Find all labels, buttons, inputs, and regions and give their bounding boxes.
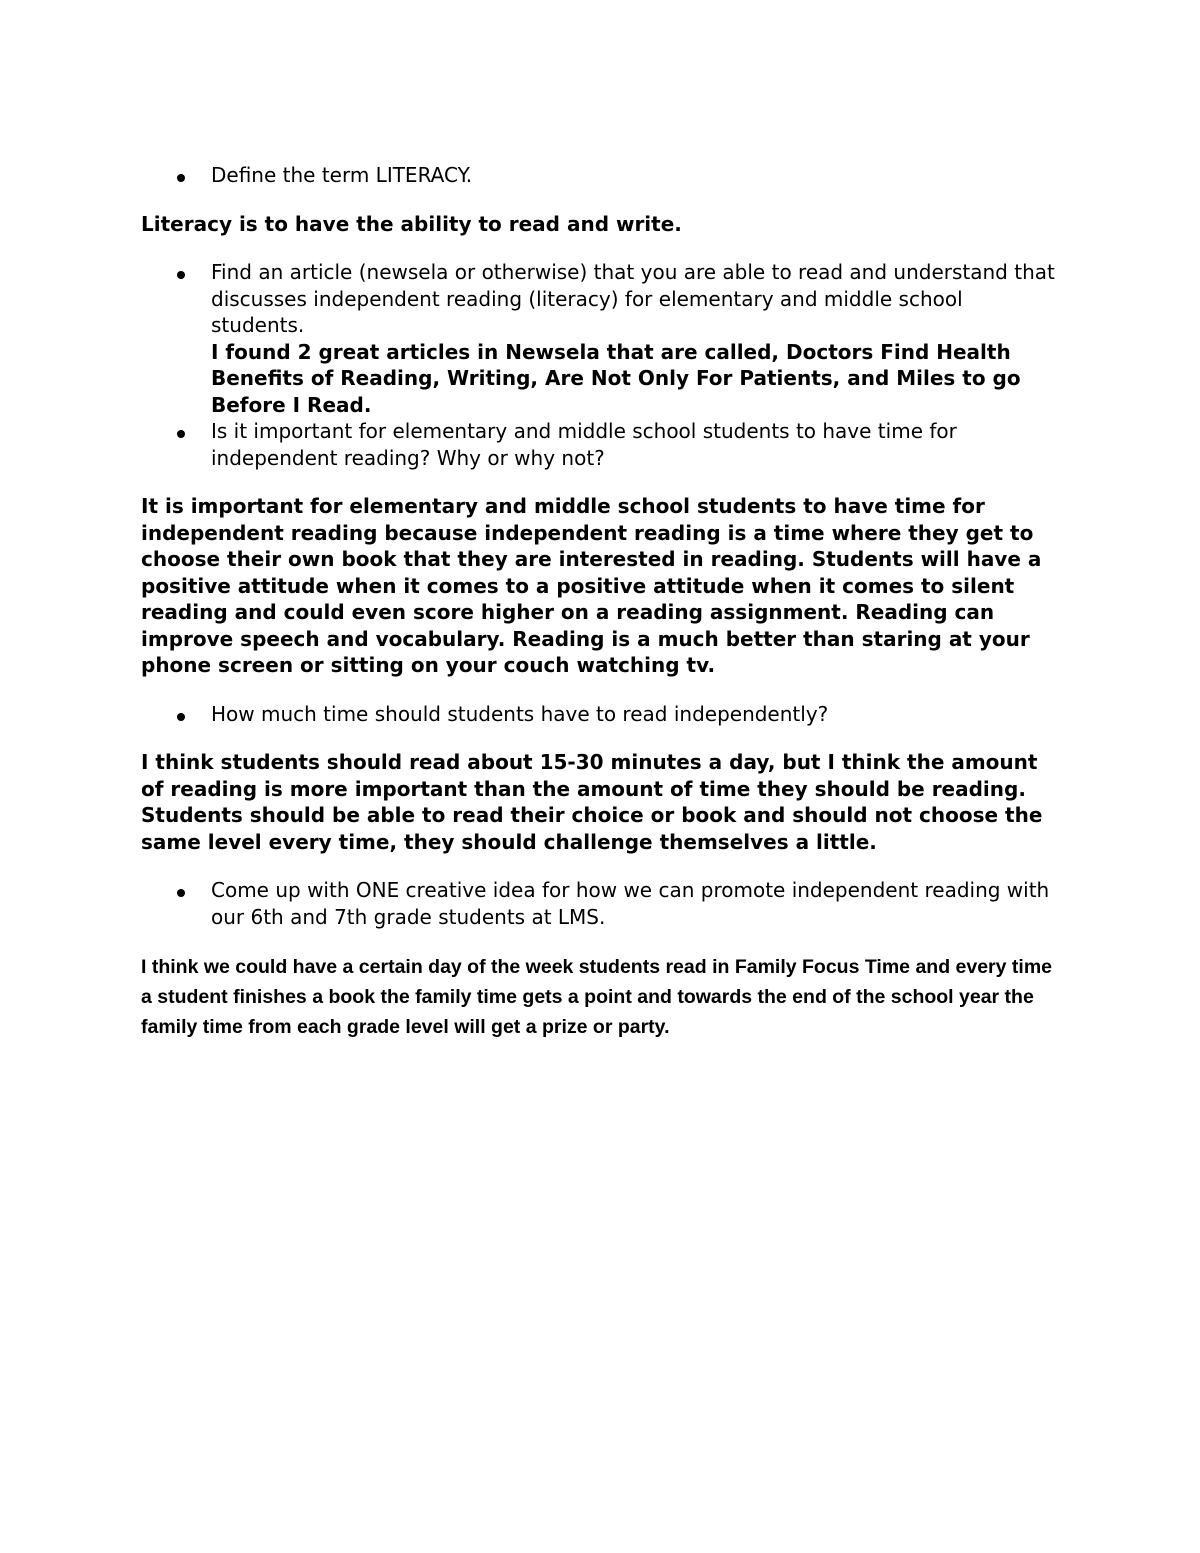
question-item-literacy — [141, 162, 1061, 189]
bullet-icon — [177, 430, 185, 438]
document-body — [141, 162, 1061, 1042]
answer-paragraph: Literacy is to have the ability to read and write. — [141, 211, 682, 236]
question-item-article — [141, 259, 1061, 418]
question-list-2 — [141, 259, 1061, 471]
bullet-icon — [177, 889, 185, 897]
question-item-importance — [141, 418, 1061, 471]
bullet-icon — [177, 713, 185, 721]
bullet-icon — [177, 271, 185, 279]
answer-paragraph: I think we could have a certain day of the week students read in Family Focus Time and every time a student finishes a book the family time gets a point and towards the end of the school year the family time from each grade level will get a prize or party. — [141, 956, 1053, 1038]
question-item-time — [141, 701, 1061, 728]
question-text: Come up with ONE creative idea for how we can promote independent reading with our 6th and 7th grade students at LMS. — [211, 878, 1050, 929]
question-text: Find an article (newsela or otherwise) that you are able to read and understand that discusses independent reading (literacy) for elementary and middle school students. — [211, 260, 1055, 337]
question-list-1 — [141, 162, 1061, 189]
question-item-idea — [141, 877, 1061, 930]
question-list-4 — [141, 877, 1061, 930]
question-text: Define the term LITERACY. — [211, 163, 473, 187]
answer-paragraph: I think students should read about 15-30 minutes a day, but I think the amount of reading is more important than the amount of time they should be reading. Students should be able to read their choice or book and should not choose the same level every time, they should challenge themselves a little. — [141, 750, 1043, 854]
answer-inline: I found 2 great articles in Newsela that are called, Doctors Find Health Benefits of Reading, Writing, Are Not Only For Patients, and Miles to go Before I Read. — [211, 339, 1021, 417]
bullet-icon — [177, 174, 185, 182]
question-text: Is it important for elementary and middle school students to have time for independent reading? Why or why not? — [211, 419, 957, 470]
answer-paragraph: It is important for elementary and middle school students to have time for independent reading because independent reading is a time where they get to choose their own book that they are interested in reading. Students will have a positive attitude when it comes to a positive attitude when it comes to silent reading and could even score higher on a reading assignment. Reading can improve speech and vocabulary. Reading is a much better than staring at your phone screen or sitting on your couch watching tv. — [141, 494, 1042, 677]
question-list-3 — [141, 701, 1061, 728]
question-text: How much time should students have to read independently? — [211, 701, 829, 726]
